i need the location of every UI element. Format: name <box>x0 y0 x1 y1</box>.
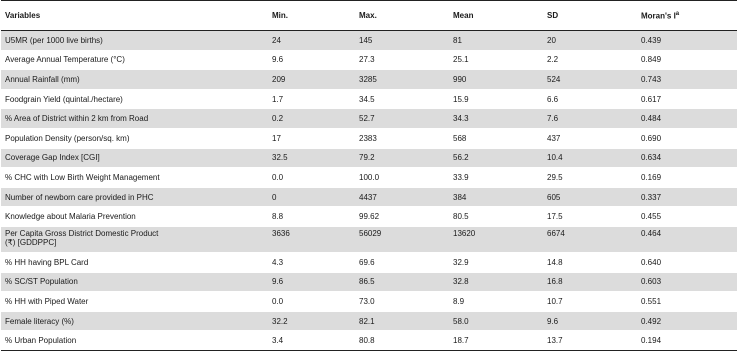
table-row <box>1 128 737 148</box>
cell-min: 3636 <box>268 226 355 252</box>
table-header-row <box>1 1 737 31</box>
header-min: Min. <box>268 1 355 31</box>
cell-sd: 605 <box>543 187 637 207</box>
cell-max: 86.5 <box>355 272 449 292</box>
cell-variable: Coverage Gap Index [CGI] <box>1 148 268 168</box>
cell-max: 4437 <box>355 187 449 207</box>
cell-min: 32.5 <box>268 148 355 168</box>
cell-min: 9.6 <box>268 272 355 292</box>
table-row <box>1 31 737 51</box>
cell-max: 80.8 <box>355 331 449 351</box>
table-row <box>1 331 737 351</box>
cell-moran: 0.484 <box>637 109 737 129</box>
cell-mean: 58.0 <box>449 311 543 331</box>
cell-mean: 8.9 <box>449 292 543 312</box>
cell-sd: 13.7 <box>543 331 637 351</box>
table-row <box>1 50 737 70</box>
cell-variable: U5MR (per 1000 live births) <box>1 31 268 51</box>
cell-variable: Number of newborn care provided in PHC <box>1 187 268 207</box>
cell-moran: 0.464 <box>637 226 737 252</box>
cell-sd: 6674 <box>543 226 637 252</box>
cell-moran: 0.455 <box>637 207 737 227</box>
cell-max: 56029 <box>355 226 449 252</box>
table-row <box>1 252 737 272</box>
cell-min: 9.6 <box>268 50 355 70</box>
cell-variable: % SC/ST Population <box>1 272 268 292</box>
cell-variable <box>1 226 268 252</box>
cell-moran: 0.634 <box>637 148 737 168</box>
cell-moran: 0.743 <box>637 70 737 90</box>
cell-max: 52.7 <box>355 109 449 129</box>
cell-mean: 990 <box>449 70 543 90</box>
header-morans-i <box>637 1 737 31</box>
cell-moran: 0.194 <box>637 331 737 351</box>
cell-sd: 2.2 <box>543 50 637 70</box>
cell-mean: 25.1 <box>449 50 543 70</box>
cell-mean: 32.8 <box>449 272 543 292</box>
cell-sd: 29.5 <box>543 168 637 188</box>
cell-sd: 6.6 <box>543 89 637 109</box>
cell-variable: Knowledge about Malaria Prevention <box>1 207 268 227</box>
cell-min: 17 <box>268 128 355 148</box>
cell-min: 0.2 <box>268 109 355 129</box>
table-row <box>1 109 737 129</box>
cell-moran: 0.492 <box>637 311 737 331</box>
cell-sd: 524 <box>543 70 637 90</box>
cell-mean: 13620 <box>449 226 543 252</box>
table-row <box>1 207 737 227</box>
cell-variable: % Area of District within 2 km from Road <box>1 109 268 129</box>
cell-variable: % HH with Piped Water <box>1 292 268 312</box>
cell-moran: 0.603 <box>637 272 737 292</box>
cell-variable: Average Annual Temperature (°C) <box>1 50 268 70</box>
cell-max: 79.2 <box>355 148 449 168</box>
cell-mean: 34.3 <box>449 109 543 129</box>
cell-mean: 384 <box>449 187 543 207</box>
cell-moran: 0.337 <box>637 187 737 207</box>
cell-max: 2383 <box>355 128 449 148</box>
cell-moran: 0.551 <box>637 292 737 312</box>
cell-min: 4.3 <box>268 252 355 272</box>
header-variables: Variables <box>1 1 268 31</box>
cell-min: 8.8 <box>268 207 355 227</box>
header-morans-i-footnote: a <box>675 10 680 17</box>
cell-mean: 56.2 <box>449 148 543 168</box>
cell-moran: 0.169 <box>637 168 737 188</box>
cell-min: 32.2 <box>268 311 355 331</box>
cell-sd: 14.8 <box>543 252 637 272</box>
cell-moran: 0.617 <box>637 89 737 109</box>
table-row <box>1 292 737 312</box>
table-row <box>1 272 737 292</box>
cell-max: 145 <box>355 31 449 51</box>
cell-sd: 437 <box>543 128 637 148</box>
header-max: Max. <box>355 1 449 31</box>
table-row <box>1 168 737 188</box>
cell-moran: 0.849 <box>637 50 737 70</box>
table-row <box>1 148 737 168</box>
cell-max: 34.5 <box>355 89 449 109</box>
cell-max: 27.3 <box>355 50 449 70</box>
cell-sd: 10.4 <box>543 148 637 168</box>
cell-sd: 20 <box>543 31 637 51</box>
cell-mean: 80.5 <box>449 207 543 227</box>
cell-sd: 17.5 <box>543 207 637 227</box>
table-row <box>1 70 737 90</box>
header-mean: Mean <box>449 1 543 31</box>
cell-moran: 0.690 <box>637 128 737 148</box>
cell-min: 24 <box>268 31 355 51</box>
cell-sd: 7.6 <box>543 109 637 129</box>
descriptive-statistics-table <box>1 0 737 351</box>
cell-min: 0.0 <box>268 292 355 312</box>
cell-variable: Female literacy (%) <box>1 311 268 331</box>
cell-variable: Foodgrain Yield (quintal./hectare) <box>1 89 268 109</box>
cell-mean: 33.9 <box>449 168 543 188</box>
cell-sd: 9.6 <box>543 311 637 331</box>
cell-mean: 18.7 <box>449 331 543 351</box>
cell-min: 1.7 <box>268 89 355 109</box>
cell-variable: % HH having BPL Card <box>1 252 268 272</box>
cell-min: 0 <box>268 187 355 207</box>
cell-variable: Population Density (person/sq. km) <box>1 128 268 148</box>
cell-mean: 81 <box>449 31 543 51</box>
cell-variable-line1: Per Capita Gross District Domestic Product <box>5 228 159 238</box>
cell-moran: 0.439 <box>637 31 737 51</box>
cell-max: 69.6 <box>355 252 449 272</box>
header-sd: SD <box>543 1 637 31</box>
cell-mean: 568 <box>449 128 543 148</box>
cell-max: 82.1 <box>355 311 449 331</box>
table-row <box>1 311 737 331</box>
cell-min: 3.4 <box>268 331 355 351</box>
cell-max: 3285 <box>355 70 449 90</box>
cell-mean: 32.9 <box>449 252 543 272</box>
header-morans-i-label: Moran's I <box>641 11 676 21</box>
table-body <box>1 31 737 351</box>
table-row <box>1 89 737 109</box>
cell-variable: % Urban Population <box>1 331 268 351</box>
cell-sd: 16.8 <box>543 272 637 292</box>
table-row <box>1 226 737 252</box>
cell-variable: % CHC with Low Birth Weight Management <box>1 168 268 188</box>
table-row <box>1 187 737 207</box>
cell-min: 209 <box>268 70 355 90</box>
cell-max: 73.0 <box>355 292 449 312</box>
cell-min: 0.0 <box>268 168 355 188</box>
cell-variable-line2: (₹) [GDDPPC] <box>5 237 57 247</box>
cell-sd: 10.7 <box>543 292 637 312</box>
cell-variable: Annual Rainfall (mm) <box>1 70 268 90</box>
cell-moran: 0.640 <box>637 252 737 272</box>
cell-max: 100.0 <box>355 168 449 188</box>
cell-max: 99.62 <box>355 207 449 227</box>
cell-mean: 15.9 <box>449 89 543 109</box>
